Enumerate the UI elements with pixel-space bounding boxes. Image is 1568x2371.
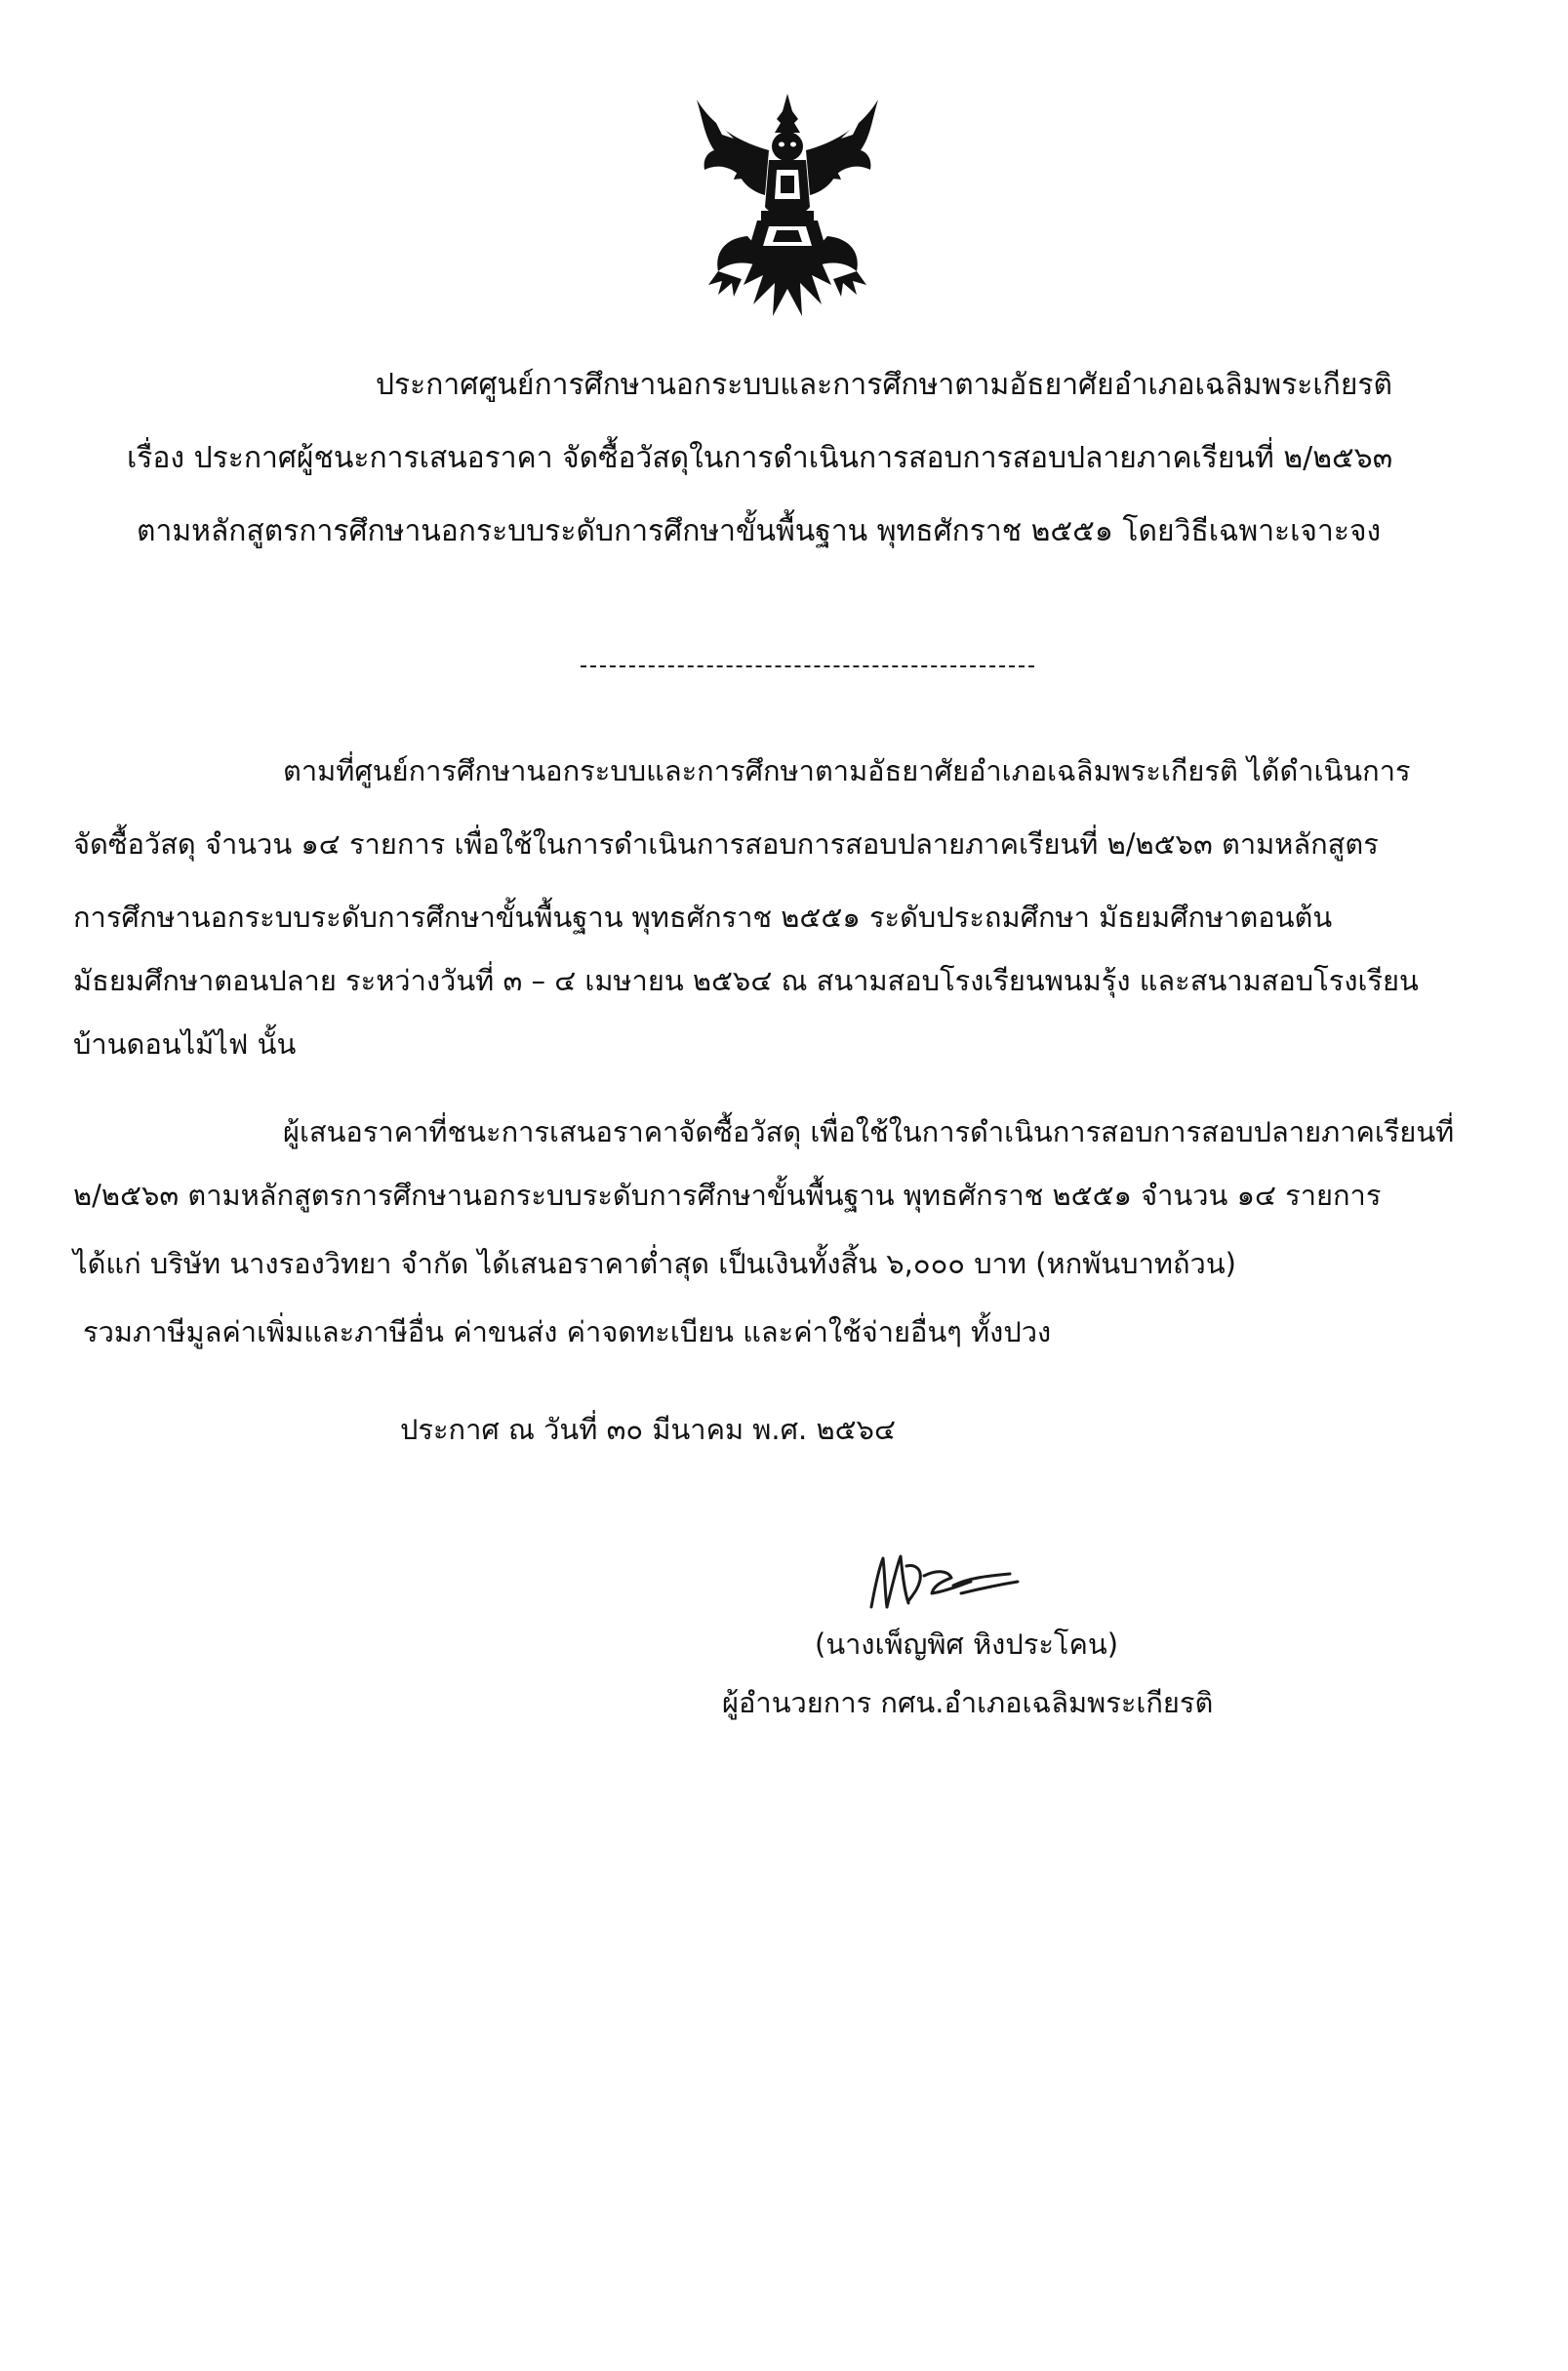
announcement-date: ประกาศ ณ วันที่ ๓๐ มีนาคม พ.ศ. ๒๕๖๔ (400, 1413, 896, 1446)
announcement-title: ประกาศศูนย์การศึกษานอกระบบและการศึกษาตามอัธยาศัยอำเภอเฉลิมพระเกียรติ (376, 368, 1393, 402)
paragraph1-line: มัธยมศึกษาตอนปลาย ระหว่างวันที่ ๓ – ๔ เมษายน ๒๕๖๔ ณ สนามสอบโรงเรียนพนมรุ้ง และสนามสอบโรงเรียน (73, 964, 1419, 997)
signatory-name: (นางเพ็ญพิศ หิงประโคน) (815, 1628, 1119, 1661)
paragraph1-line: จัดซื้อวัสดุ จำนวน ๑๔ รายการ เพื่อใช้ในการดำเนินการสอบการสอบปลายภาคเรียนที่ ๒/๒๕๖๓ ตามหลักสูตร (73, 827, 1379, 861)
signatory-position: ผู้อำนวยการ กศน.อำเภอเฉลิมพระเกียรติ (722, 1686, 1214, 1719)
paragraph1-line: ตามที่ศูนย์การศึกษานอกระบบและการศึกษาตามอัธยาศัยอำเภอเฉลิมพระเกียรติ ได้ดำเนินการ (283, 754, 1411, 787)
garuda-emblem-icon (675, 90, 900, 334)
paragraph2-line: ได้แก่ บริษัท นางรองวิทยา จำกัด ได้เสนอราคาต่ำสุด เป็นเงินทั้งสิ้น ๖,๐๐๐ บาท (หกพันบาทถ้วน) (73, 1247, 1236, 1280)
title-divider (581, 665, 1034, 667)
paragraph2-line: รวมภาษีมูลค่าเพิ่มและภาษีอื่น ค่าขนส่ง ค่าจดทะเบียน และค่าใช้จ่ายอื่นๆ ทั้งปวง (83, 1315, 1052, 1348)
paragraph1-line: บ้านดอนไม้ไฟ นั้น (73, 1027, 297, 1061)
handwritten-signature (864, 1547, 1025, 1620)
announcement-subject: เรื่อง ประกาศผู้ชนะการเสนอราคา จัดซื้อวัสดุในการดำเนินการสอบการสอบปลายภาคเรียนที่ ๒/๒๕๖๓ (127, 441, 1393, 475)
paragraph1-line: การศึกษานอกระบบระดับการศึกษาขั้นพื้นฐาน พุทธศักราช ๒๕๕๑ ระดับประถมศึกษา มัธยมศึกษาตอนต้น (73, 901, 1333, 934)
paragraph2-line: ๒/๒๕๖๓ ตามหลักสูตรการศึกษานอกระบบระดับการศึกษาขั้นพื้นฐาน พุทธศักราช ๒๕๕๑ จำนวน ๑๔ รายการ (73, 1179, 1382, 1212)
paragraph2-line: ผู้เสนอราคาที่ชนะการเสนอราคาจัดซื้อวัสดุ เพื่อใช้ในการดำเนินการสอบการสอบปลายภาคเรียนที่ (283, 1115, 1455, 1148)
announcement-subject-continued: ตามหลักสูตรการศึกษานอกระบบระดับการศึกษาขั้นพื้นฐาน พุทธศักราช ๒๕๕๑ โดยวิธีเฉพาะเจาะจง (137, 514, 1382, 548)
